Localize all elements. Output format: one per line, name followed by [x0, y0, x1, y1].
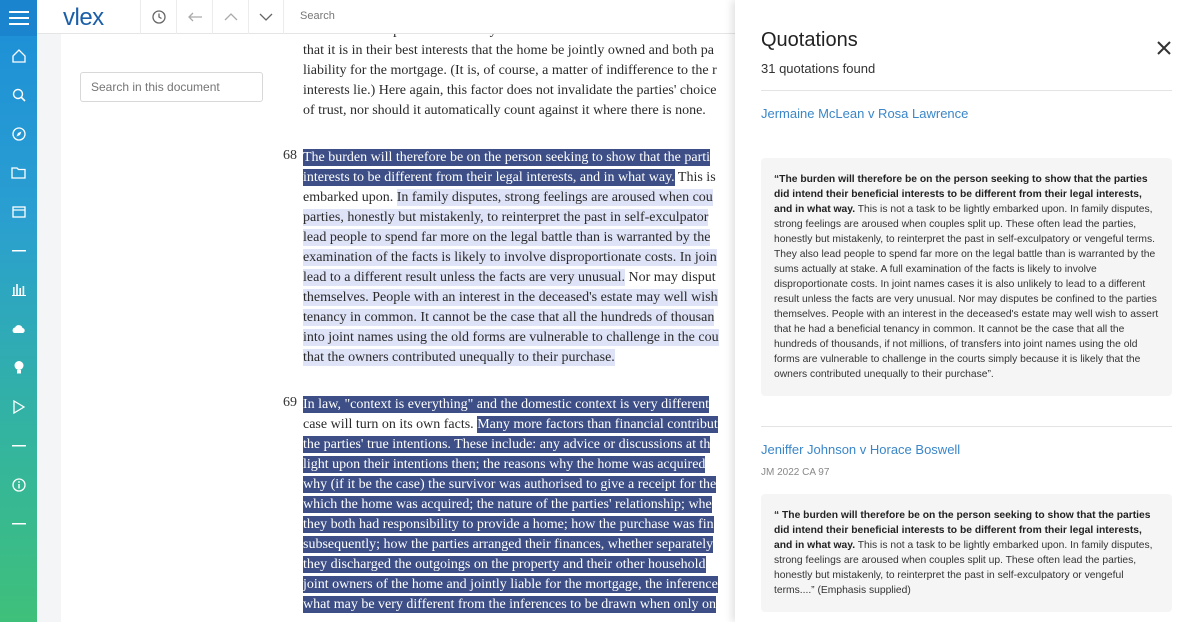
highlight-related[interactable]: themselves. People with an interest in the deceased's estate may well wish	[303, 290, 718, 305]
global-search-input[interactable]: Search	[300, 10, 335, 22]
case-link[interactable]: Jermaine McLean v Rosa Lawrence	[761, 106, 969, 121]
divider	[761, 426, 1172, 427]
quote-excerpt	[761, 494, 1172, 612]
previous-button[interactable]	[212, 0, 248, 34]
text-fragment: Nor may disput	[625, 270, 716, 285]
highlight-quoted[interactable]: joint owners of the home and jointly liable for the mortgage, the inference	[303, 577, 718, 592]
highlight-quoted[interactable]: why (if it be the case) the survivor was authorised to give a receipt for the	[303, 477, 717, 492]
paragraph-67-tail	[303, 21, 735, 121]
paragraph-number: 69	[283, 395, 297, 410]
text-line: that it is in their best interests that the home be jointly owned and both pa	[303, 43, 714, 58]
highlight-quoted[interactable]: what may be very different from the inferences to be drawn when only on	[303, 597, 716, 612]
text-fragment: case will turn on its own facts.	[303, 417, 478, 432]
quotations-panel	[735, 0, 1200, 622]
vlex-logo[interactable]	[63, 4, 104, 32]
case-link[interactable]: Jeniffer Johnson v Horace Boswell	[761, 442, 961, 457]
history-button[interactable]	[140, 0, 176, 34]
highlight-related[interactable]: parties, honestly but mistakenly, to reinterpret the past in self-exculpator	[303, 210, 709, 225]
text-line: of trust, nor should it automatically count against it where there is none.	[303, 103, 706, 118]
text-fragment: This is	[674, 170, 716, 185]
highlight-quoted[interactable]: The burden will therefore be on the person seeking to show that the parti	[303, 150, 711, 165]
highlight-quoted[interactable]: interests to be different from their legal interests, and in what way.	[303, 170, 675, 185]
case-citation: JM 2022 CA 97	[761, 467, 830, 478]
next-button[interactable]	[248, 0, 284, 34]
back-button[interactable]	[176, 0, 212, 34]
paragraph-68	[303, 148, 735, 368]
panel-title: Quotations	[761, 29, 858, 51]
paragraph-number: 68	[283, 148, 297, 163]
highlight-related[interactable]: into joint names using the old forms are vulnerable to challenge in the cou	[303, 330, 719, 345]
text-line: interests lie.) Here again, this factor does not invalidate the parties' choice	[303, 83, 717, 98]
quote-text: This is not a task to be lightly embarked upon. In family disputes, strong feelings are aroused when couples split up. These often lead the parties, honestly but mistakenly, to reinterpret the past in self-exculpatory or vengeful terms....” (Emphasis supplied)	[774, 540, 1153, 596]
quote-text: This is not a task to be lightly embarked upon. In family disputes, strong feelings are aroused when couples split up. These often lead the parties, honestly but mistakenly, to reinterpret the past in self-exculpatory or vengeful terms. They also lead people to spend far more on the legal battle than is warranted by the sums actually at stake. A full examination of the facts is likely to involve disproportionate costs. In joint names cases it is also unlikely to lead to a different result unless the facts are very unusual. Nor may disputes be confined to the parties themselves. People with an interest in the deceased's estate may well wish to assert that he had a beneficial tenancy in common. It cannot be the case that all the hundreds of thousands, if not millions, of transfers into joint names using the old forms are vulnerable to challenge in the courts simply because it is likely that the owners contributed unequally to their purchase”.	[774, 204, 1159, 380]
quote-bold-text: “The burden will therefore be on the person seeking to show that the parties did intend their beneficial interests to be different from their legal interests, and in what way.	[774, 174, 1148, 215]
highlight-related[interactable]: In family disputes, strong feelings are aroused when cou	[396, 190, 713, 205]
logo-text: vlex	[63, 4, 104, 31]
highlight-quoted[interactable]: light upon their intentions then; the reasons why the home was acquired	[303, 457, 706, 472]
highlight-quoted[interactable]: subsequently; how the parties arranged their finances, whether separately	[303, 537, 714, 552]
highlight-related[interactable]: lead to a different result unless the facts are very unusual.	[303, 270, 626, 285]
arrow-left-icon	[187, 11, 203, 23]
highlight-related[interactable]: that the owners contributed unequally to their purchase.	[303, 350, 615, 365]
paragraph-69	[303, 395, 735, 615]
document-search-input[interactable]	[80, 72, 263, 102]
chevron-down-icon	[259, 12, 273, 22]
highlight-quoted[interactable]: Many more factors than financial contribut	[477, 417, 718, 432]
chevron-up-icon	[224, 12, 238, 22]
close-icon	[1154, 38, 1174, 58]
highlight-quoted[interactable]: they discharged the outgoings on the property and their other household	[303, 557, 706, 572]
highlight-quoted[interactable]: which the home was acquired; the nature of the parties' relationship; whe	[303, 497, 712, 512]
highlight-related[interactable]: lead people to spend far more on the legal battle than is warranted by the	[303, 230, 711, 245]
text-fragment: embarked upon.	[303, 190, 397, 205]
left-pane	[37, 34, 61, 622]
highlight-related[interactable]: tenancy in common. It cannot be the case that all the hundreds of thousan	[303, 310, 715, 325]
close-button[interactable]	[1154, 38, 1174, 58]
highlight-quoted[interactable]: the parties' true intentions. These include: any advice or discussions at th	[303, 437, 711, 452]
quotation-count: 31 quotations found	[761, 61, 876, 76]
text-line: liability for the mortgage. (It is, of course, a matter of indifference to the r	[303, 63, 717, 78]
highlight-quoted[interactable]: they both had responsibility to provide a home; how the purchase was fin	[303, 517, 714, 532]
highlight-quoted[interactable]: In law, "context is everything" and the domestic context is very different	[303, 397, 710, 412]
quote-excerpt	[761, 158, 1172, 396]
divider	[761, 90, 1172, 91]
highlight-related[interactable]: examination of the facts is likely to involve disproportionate costs. In join	[303, 250, 717, 265]
history-icon	[151, 9, 167, 25]
quote-bold-text: “ The burden will therefore be on the person seeking to show that the parties did intend their beneficial interests to be different from their legal interests, and in what way.	[774, 510, 1151, 551]
